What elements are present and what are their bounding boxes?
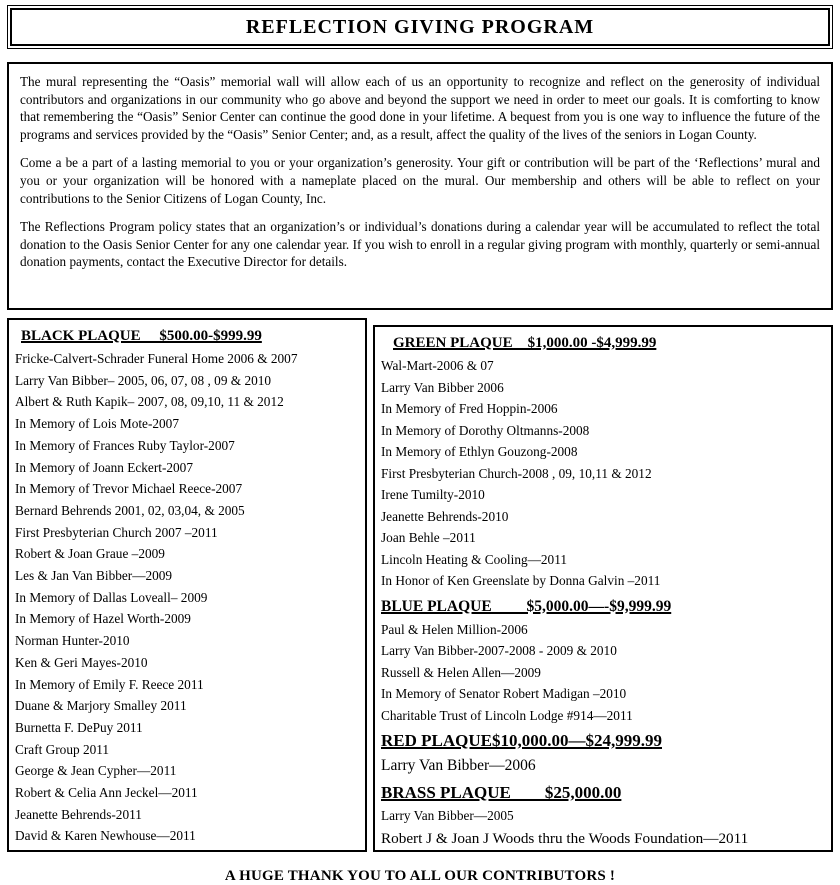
donor-list-item: Craft Group 2011: [15, 741, 110, 757]
plaque-tiers-section: [373, 325, 833, 852]
donor-list-item: Joan Behle –2011: [381, 530, 476, 545]
black-plaque-section: [7, 318, 367, 852]
brass-plaque-list: [381, 805, 825, 851]
donor-list-item: Jeanette Behrends-2010: [381, 508, 509, 524]
donor-list-item: In Honor of Ken Greenslate by Donna Galvin –2011: [381, 573, 661, 588]
blue-plaque-header: BLUE PLAQUE $5,000.00—-$9,999.99: [381, 597, 672, 615]
black-plaque-list: [15, 348, 359, 847]
donor-list-item: David & Karen Newhouse—2011: [15, 828, 196, 844]
thank-you-note: A HUGE THANK YOU TO ALL OUR CONTRIBUTORS !: [224, 868, 616, 884]
intro-box: [7, 62, 833, 310]
donor-list-item: In Memory of Lois Mote-2007: [15, 416, 179, 432]
donor-list-item: Albert & Ruth Kapik– 2007, 08, 09,10, 11 & 2012: [15, 394, 284, 410]
title-box: [7, 5, 833, 49]
donor-list-item: Robert J & Joan J Woods thru the Woods Foundation—2011: [381, 829, 749, 847]
donor-list-item: In Memory of Senator Robert Madigan –2010: [381, 686, 627, 701]
donor-list-item: Duane & Marjory Smalley 2011: [15, 698, 187, 714]
brass-plaque-header: BRASS PLAQUE $25,000.00: [381, 783, 622, 802]
donor-list-item: Charitable Trust of Lincoln Lodge #914—2011: [381, 707, 633, 723]
donor-list-item: Paul & Helen Million-2006: [381, 621, 528, 637]
donor-list-item: First Presbyterian Church 2007 –2011: [15, 524, 218, 540]
donor-columns: [7, 318, 833, 852]
donor-list-item: Russell & Helen Allen—2009: [381, 664, 541, 680]
donor-list-item: In Memory of Dallas Loveall– 2009: [15, 589, 208, 605]
donor-list-item: In Memory of Trevor Michael Reece-2007: [15, 481, 243, 497]
donor-list-item: In Memory of Hazel Worth-2009: [15, 611, 191, 627]
donor-list-item: Larry Van Bibber—2006: [381, 757, 536, 774]
donor-list-item: Bernard Behrends 2001, 02, 03,04, & 2005: [15, 502, 245, 518]
green-plaque-header: GREEN PLAQUE $1,000.00 -$4,999.99: [393, 335, 657, 351]
donor-list-item: In Memory of Frances Ruby Taylor-2007: [15, 437, 235, 453]
donor-list-item: In Memory of Ethlyn Gouzong-2008: [381, 444, 578, 459]
donor-list-item: Ken & Geri Mayes-2010: [15, 654, 148, 670]
donor-list-item: Robert & Joan Graue –2009: [15, 546, 165, 562]
donor-list-item: Larry Van Bibber-2007-2008 - 2009 & 2010: [381, 643, 617, 658]
donor-list-item: Larry Van Bibber– 2005, 06, 07, 08 , 09 & 2010: [15, 372, 272, 388]
intro-paragraph: The Reflections Program policy states that an organization’s or individual’s donations during a calendar year will be accumulated to reflect the total donation to the Oasis Senior Center for any one calendar year. If you wish to enroll in a regular giving program with monthly, quarterly or semi-annual donation payments, contact the Executive Director for details.: [20, 219, 820, 270]
donor-list-item: In Memory of Dorothy Oltmanns-2008: [381, 422, 590, 438]
donor-list-item: Jeanette Behrends-2011: [15, 806, 142, 822]
donor-list-item: Wal-Mart-2006 & 07: [381, 358, 494, 373]
donor-list-item: In Memory of Emily F. Reece 2011: [15, 676, 204, 692]
donor-list-item: Fricke-Calvert-Schrader Funeral Home 2006 & 2007: [15, 351, 298, 366]
green-plaque-list: [381, 355, 825, 592]
donor-list-item: Burnetta F. DePuy 2011: [15, 719, 143, 735]
blue-plaque-list: [381, 619, 825, 727]
red-plaque-list: [381, 753, 825, 778]
title-box-inner: [10, 8, 830, 46]
donor-list-item: Les & Jan Van Bibber—2009: [15, 568, 173, 584]
donor-list-item: Lincoln Heating & Cooling—2011: [381, 551, 568, 567]
donor-list-item: Larry Van Bibber 2006: [381, 379, 504, 395]
donor-list-item: Norman Hunter-2010: [15, 633, 130, 649]
page-title: REFLECTION GIVING PROGRAM: [245, 16, 595, 38]
donor-list-item: Irene Tumilty-2010: [381, 487, 485, 502]
donor-list-item: George & Jean Cypher—2011: [15, 763, 177, 779]
donor-list-item: First Presbyterian Church-2008 , 09, 10,11 & 2012: [381, 465, 652, 481]
red-plaque-header: RED PLAQUE$10,000.00—$24,999.99: [381, 731, 662, 750]
donor-list-item: In Memory of Fred Hoppin-2006: [381, 401, 558, 416]
donor-list-item: Larry Van Bibber—2005: [381, 808, 514, 823]
intro-paragraph: Come a be a part of a lasting memorial to you or your organization’s generosity. Your gift or contribution will be part of the ‘Reflections’ mural and you or your organization will be honored with a nameplate placed on the mural. Our membership and others will be able to reflect on your contributions to the Senior Citizens of Logan County, Inc.: [20, 155, 820, 206]
intro-paragraph: The mural representing the “Oasis” memorial wall will allow each of us an opportunity to recognize and reflect on the generosity of individual contributors and organizations in our community who go above and beyond the support we need in order to meet our goals. It is comforting to know that remembering the “Oasis” Senior Center can continue the good done in your lifetime. A bequest from you is one way to influence the future of the programs and services provided by the “Oasis” Senior Center; and, as a result, affect the quality of the lives of the seniors in Logan County.: [20, 74, 820, 142]
black-plaque-header: BLACK PLAQUE $500.00-$999.99: [21, 328, 262, 344]
donor-list-item: In Memory of Joann Eckert-2007: [15, 459, 193, 475]
donor-list-item: Robert & Celia Ann Jeckel—2011: [15, 785, 198, 801]
